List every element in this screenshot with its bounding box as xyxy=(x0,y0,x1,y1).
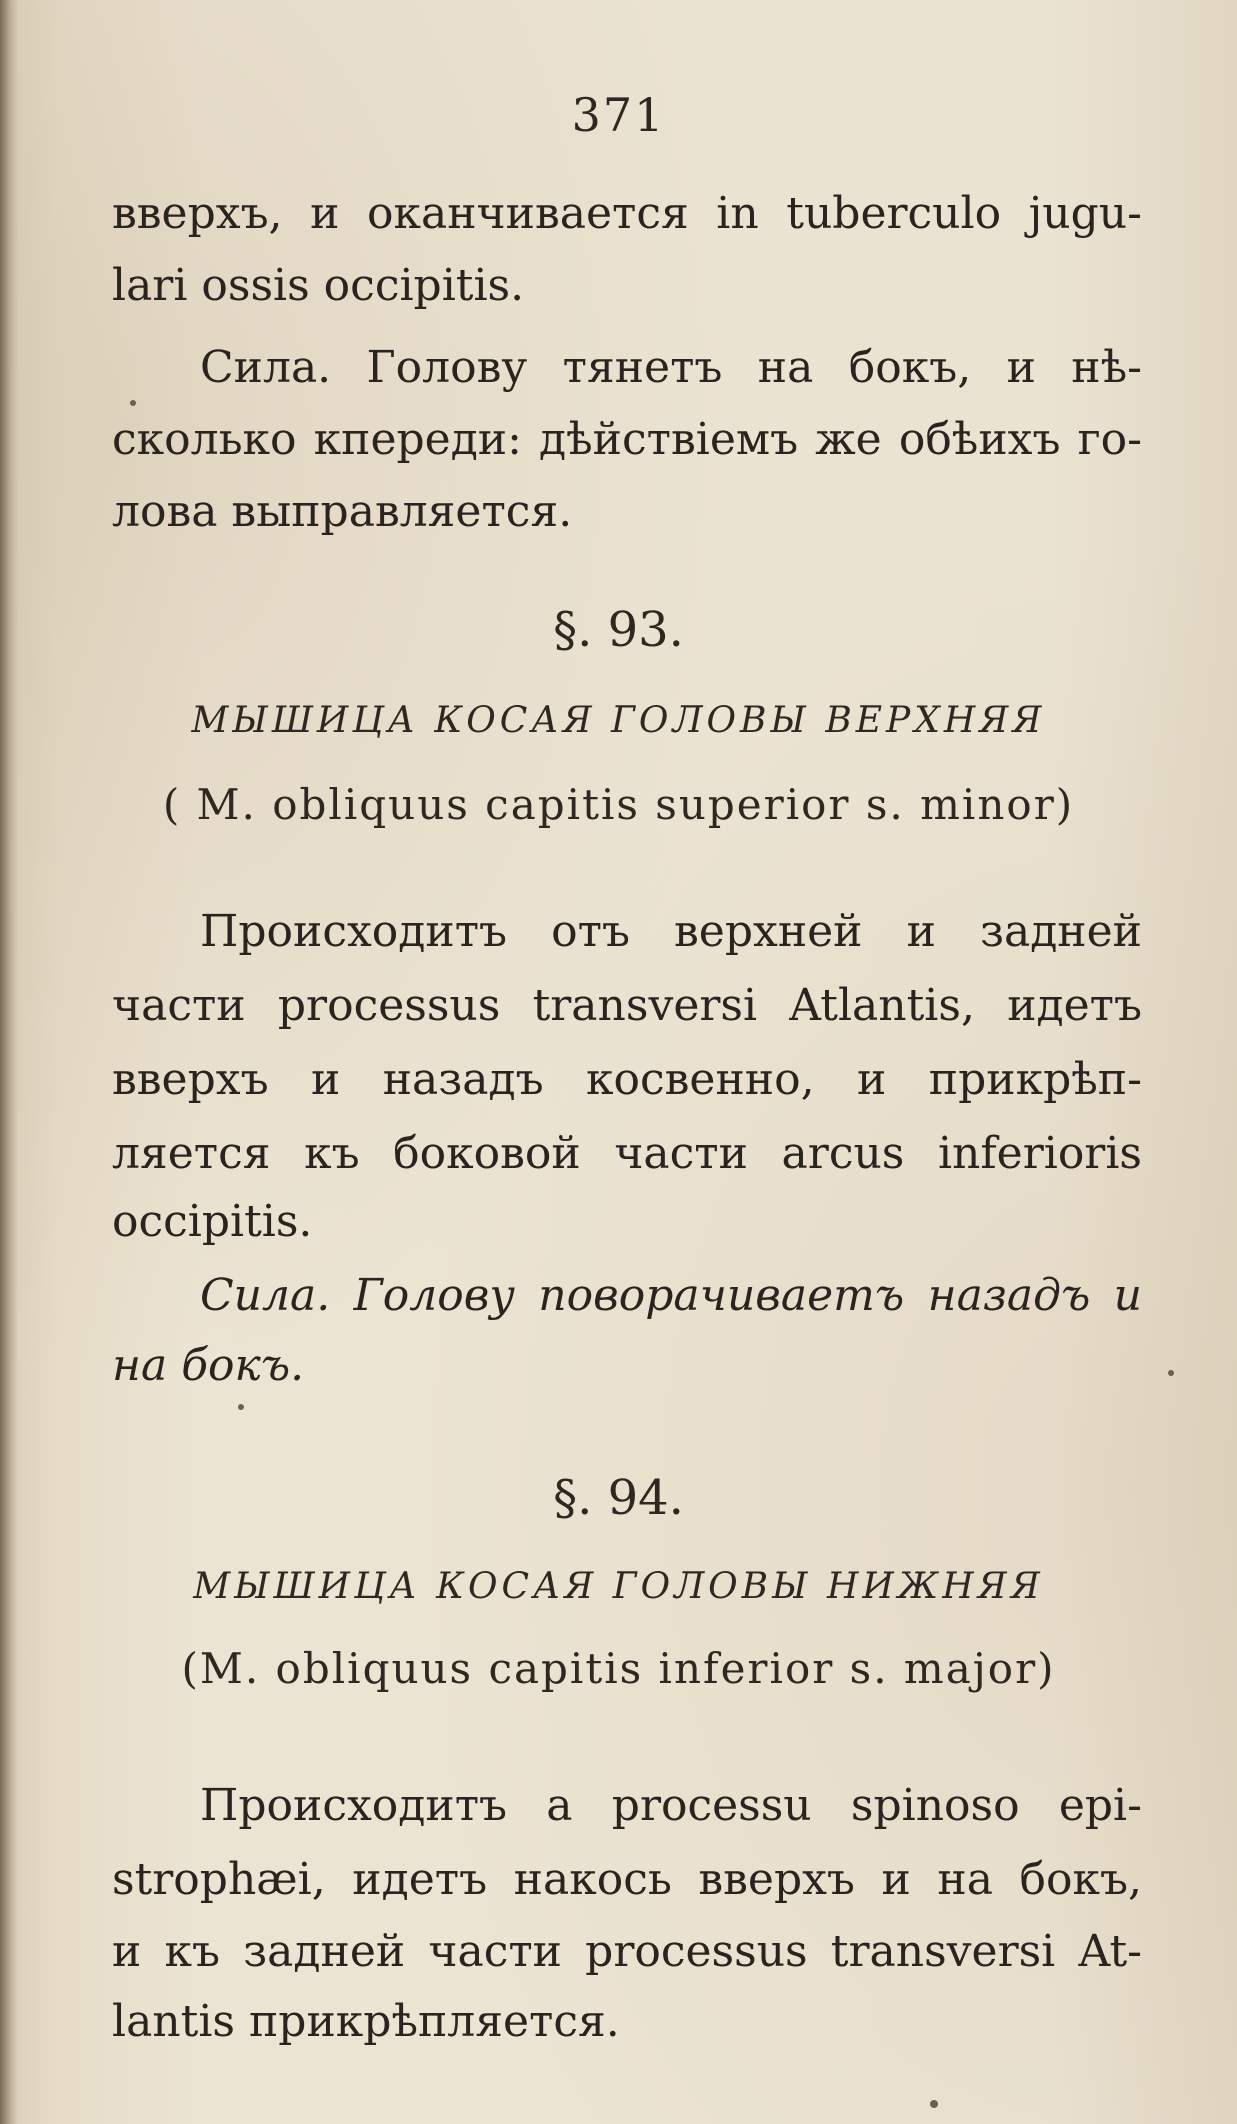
force-line: Сила. Голову поворачиваетъ назадъ и xyxy=(200,1270,1142,1321)
paper-speck xyxy=(130,400,136,406)
text-line: occipitis. xyxy=(112,1196,313,1247)
latin-title-94: (M. obliquus capitis inferior s. major) xyxy=(181,1644,1056,1693)
text-line: Происходитъ a processu spinoso epi- xyxy=(200,1780,1142,1831)
text-line: части processus transversi Atlantis, идетъ xyxy=(112,980,1142,1031)
latin-title-93: ( M. obliquus capitis superior s. minor) xyxy=(162,780,1075,829)
page-number: 371 xyxy=(571,88,666,142)
text-line: lari ossis occipitis. xyxy=(112,260,525,311)
text-line: вверхъ, и оканчивается in tuberculo jugu- xyxy=(112,188,1142,239)
paper-speck xyxy=(238,1404,244,1410)
text-line: lantis прикрѣпляется. xyxy=(112,1996,620,2047)
force-line: на бокъ. xyxy=(112,1340,305,1391)
paper-speck xyxy=(930,2100,938,2108)
section-number-93: §. 93. xyxy=(553,602,684,658)
section-number-94: §. 94. xyxy=(553,1470,684,1526)
binding-edge xyxy=(0,0,18,2124)
text-line: вверхъ и назадъ косвенно, и прикрѣп- xyxy=(112,1054,1142,1105)
section-heading-93: МЫШИЦА КОСАЯ ГОЛОВЫ ВЕРХНЯЯ xyxy=(191,700,1046,741)
force-line: Сила. Голову тянетъ на бокъ, и нѣ- xyxy=(200,342,1142,393)
force-line: сколько кпереди: дѣйствіемъ же обѣихъ го- xyxy=(112,414,1142,465)
paper-speck xyxy=(1168,1370,1174,1376)
text-line: Происходитъ отъ верхней и задней xyxy=(200,906,1142,957)
text-line: strophæi, идетъ накось вверхъ и на бокъ, xyxy=(112,1854,1142,1905)
section-heading-94: МЫШИЦА КОСАЯ ГОЛОВЫ НИЖНЯЯ xyxy=(193,1566,1044,1607)
text-line: ляется къ боковой части arcus inferioris xyxy=(112,1128,1142,1179)
text-line: и къ задней части processus transversi At- xyxy=(112,1926,1142,1977)
force-line: лова выправляется. xyxy=(112,486,573,537)
